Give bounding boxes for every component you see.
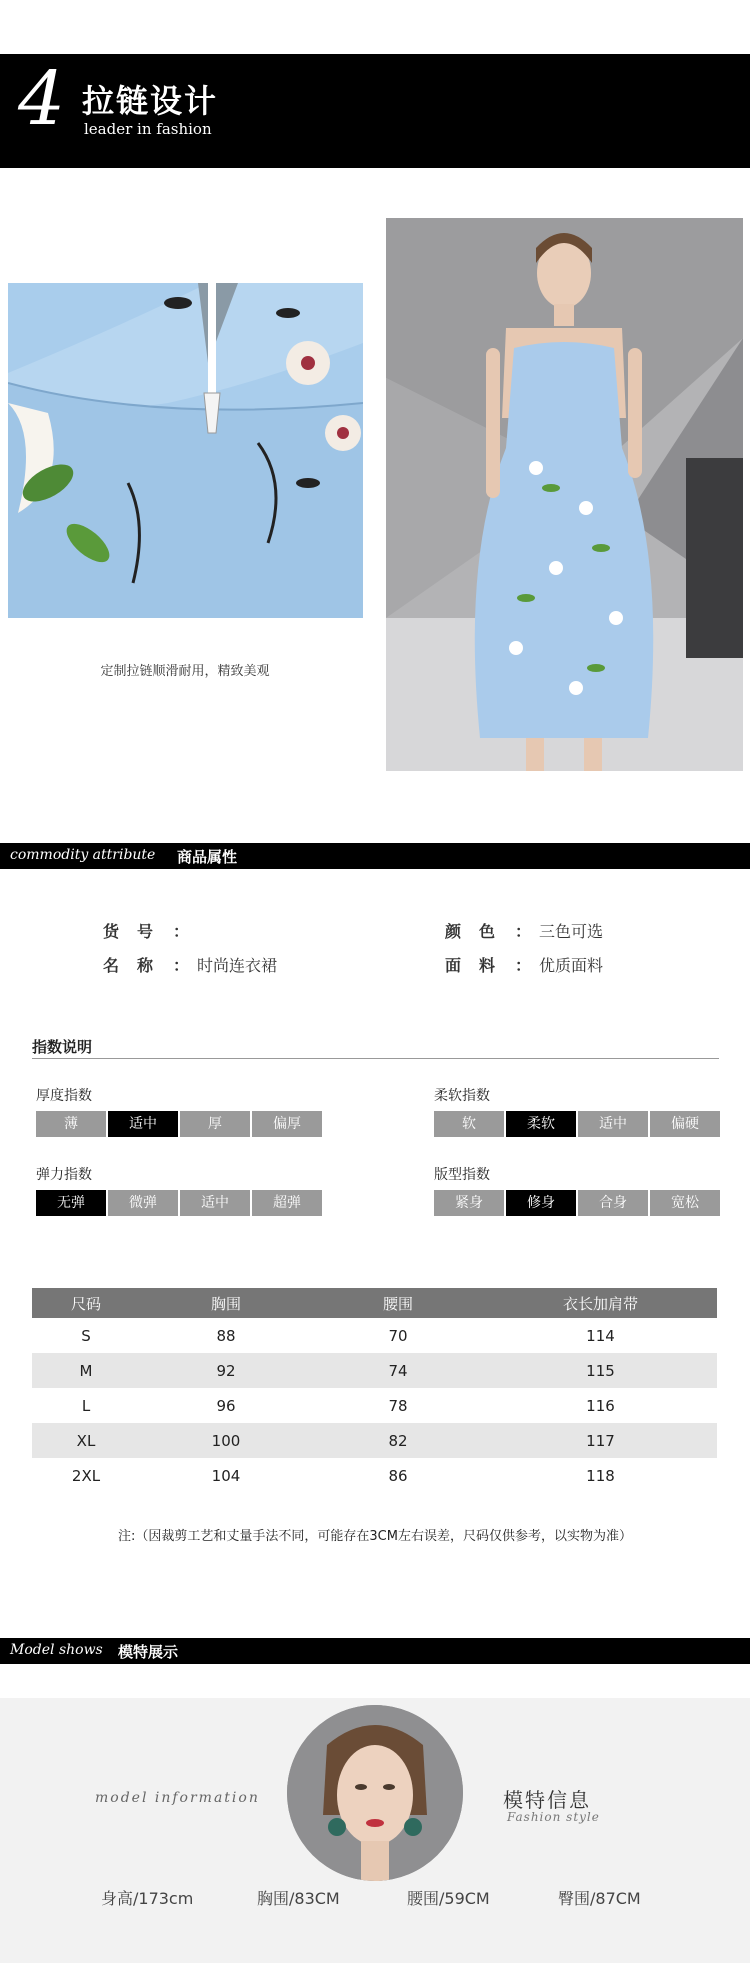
model-shows-bar — [0, 1638, 750, 1664]
size-cell: 92 — [140, 1353, 312, 1388]
elasticity-option: 微弹 — [108, 1190, 178, 1216]
size-header-cell: 腰围 — [312, 1288, 484, 1318]
size-header-cell: 衣长加肩带 — [484, 1288, 717, 1318]
index-title: 指数说明 — [32, 1038, 93, 1056]
thickness-option: 厚 — [180, 1111, 250, 1137]
softness-option: 软 — [434, 1111, 504, 1137]
fit-options — [434, 1190, 720, 1216]
index-divider — [32, 1058, 719, 1059]
model-hips: 臀围/87CM — [558, 1889, 641, 1908]
size-cell: 117 — [484, 1423, 717, 1458]
softness-option: 适中 — [578, 1111, 648, 1137]
model-bust: 胸围/83CM — [257, 1889, 340, 1908]
attr-color-label: 颜色 — [445, 922, 514, 941]
attr-item-no: 货号 ： — [103, 919, 197, 942]
softness-option-selected: 柔软 — [506, 1111, 576, 1137]
section-number: 4 — [18, 56, 66, 142]
softness-option: 偏硬 — [650, 1111, 720, 1137]
thickness-option: 薄 — [36, 1111, 106, 1137]
table-row — [32, 1318, 717, 1353]
size-note: 注:（因裁剪工艺和丈量手法不同，可能存在3CM左右误差，尺码仅供参考，以实物为准） — [118, 1529, 632, 1544]
size-cell: 104 — [211, 1466, 241, 1485]
size-header-cell: 胸围 — [140, 1288, 312, 1318]
size-cell: 70 — [388, 1326, 408, 1345]
model-info-title: 模特信息 — [503, 1788, 591, 1812]
thickness-label: 厚度指数 — [36, 1088, 92, 1104]
attr-fabric: 面料 ： 优质面料 — [445, 953, 603, 976]
fit-label: 版型指数 — [434, 1167, 490, 1183]
size-cell: 82 — [312, 1423, 484, 1458]
size-cell: 115 — [484, 1353, 717, 1388]
zipper-closeup-image — [8, 283, 363, 618]
section-cn-title: 模特展示 — [118, 1643, 179, 1661]
attr-color-value: 三色可选 — [539, 922, 604, 941]
thickness-options — [36, 1111, 322, 1137]
size-cell: 74 — [312, 1353, 484, 1388]
softness-options — [434, 1111, 720, 1137]
section-en-title: commodity attribute — [10, 847, 156, 863]
model-info-script: model information — [95, 1790, 260, 1806]
attr-fabric-value: 优质面料 — [539, 956, 604, 975]
thickness-option-selected: 适中 — [108, 1111, 178, 1137]
zipper-design-banner — [0, 54, 750, 168]
thickness-option: 偏厚 — [252, 1111, 322, 1137]
size-cell: S — [81, 1326, 91, 1345]
size-table — [32, 1288, 717, 1493]
size-cell: 2XL — [71, 1466, 101, 1485]
fit-option-selected: 修身 — [506, 1190, 576, 1216]
attr-name: 名称 ： 时尚连衣裙 — [103, 953, 277, 976]
attr-color: 颜色 ： 三色可选 — [445, 919, 603, 942]
fit-option: 紧身 — [434, 1190, 504, 1216]
size-table-header — [32, 1288, 717, 1318]
table-row — [32, 1388, 717, 1423]
section-en-title: Model shows — [10, 1642, 103, 1658]
attr-name-value: 时尚连衣裙 — [197, 956, 278, 975]
attr-item-no-label: 货号 — [103, 922, 172, 941]
table-row — [32, 1353, 717, 1388]
model-waist: 腰围/59CM — [407, 1889, 490, 1908]
attr-name-label: 名称 — [103, 956, 172, 975]
elasticity-option-selected: 无弹 — [36, 1190, 106, 1216]
size-cell: 78 — [388, 1396, 408, 1415]
attr-fabric-label: 面料 — [445, 956, 514, 975]
table-row — [32, 1423, 717, 1458]
fit-option: 宽松 — [650, 1190, 720, 1216]
size-cell: 100 — [140, 1423, 312, 1458]
size-cell: 88 — [216, 1326, 236, 1345]
size-cell: 114 — [586, 1326, 615, 1345]
softness-label: 柔软指数 — [434, 1088, 490, 1104]
size-cell: 96 — [216, 1396, 236, 1415]
elasticity-label: 弹力指数 — [36, 1167, 92, 1183]
banner-subtitle: leader in fashion — [84, 120, 212, 138]
size-cell: 116 — [586, 1396, 615, 1415]
size-cell: M — [32, 1353, 140, 1388]
size-cell: XL — [32, 1423, 140, 1458]
size-header-cell: 尺码 — [32, 1288, 140, 1318]
model-avatar — [287, 1705, 463, 1881]
table-row — [32, 1458, 717, 1493]
commodity-attribute-bar — [0, 843, 750, 869]
model-info-subtitle: Fashion style — [507, 1810, 600, 1824]
elasticity-option: 超弹 — [252, 1190, 322, 1216]
model-height: 身高/173cm — [101, 1889, 194, 1908]
model-dress-photo — [386, 218, 743, 771]
size-cell: 118 — [586, 1466, 615, 1485]
size-cell: L — [81, 1396, 91, 1415]
elasticity-option: 适中 — [180, 1190, 250, 1216]
section-cn-title: 商品属性 — [177, 848, 238, 866]
fit-option: 合身 — [578, 1190, 648, 1216]
zipper-caption: 定制拉链顺滑耐用，精致美观 — [100, 664, 270, 679]
banner-title: 拉链设计 — [82, 82, 219, 120]
size-cell: 86 — [388, 1466, 408, 1485]
elasticity-options — [36, 1190, 322, 1216]
